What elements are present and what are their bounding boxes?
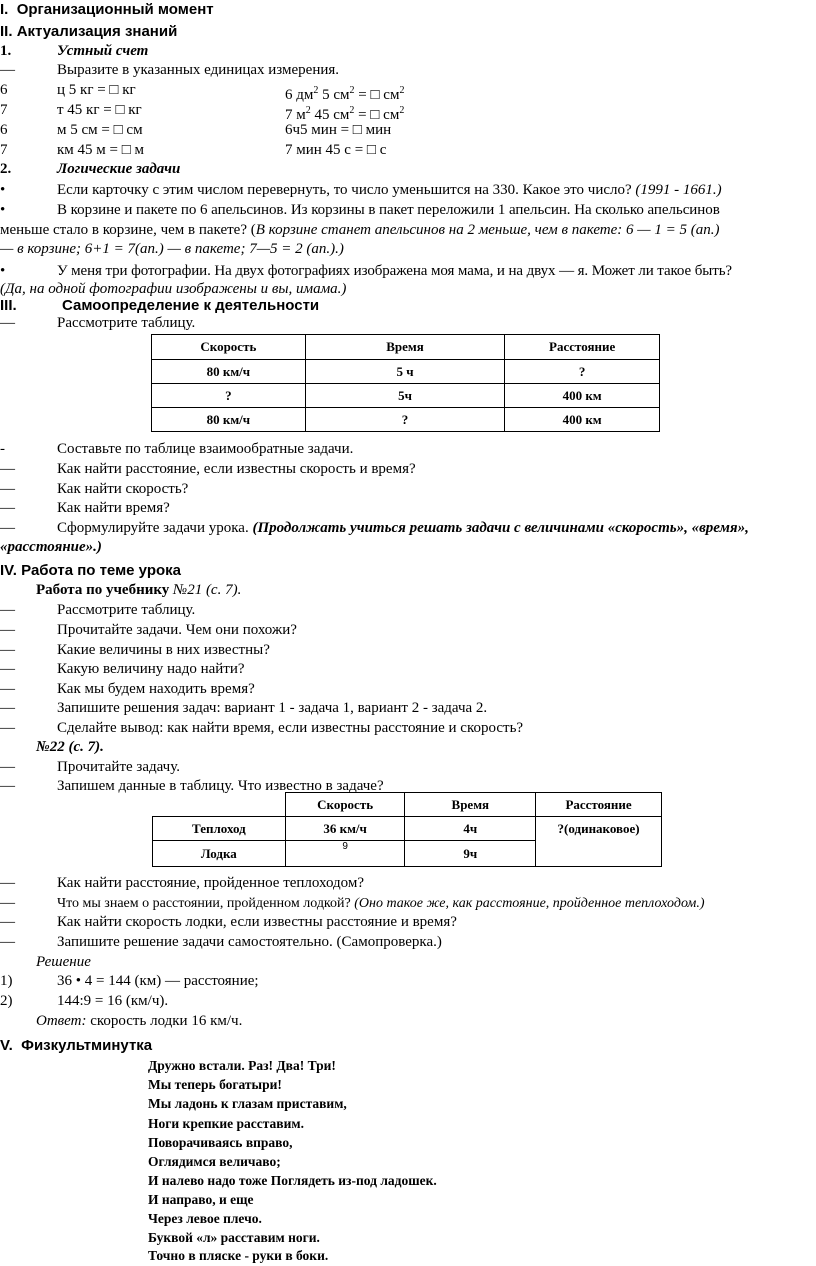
textbook-ref-label: Работа по учебнику [36,582,170,598]
poem-line: Ноги крепкие расставим. [148,1116,304,1131]
table-cell: ? [505,360,660,384]
after2-line3: Как найти скорость лодки, если известны расстояние и время? [57,914,457,930]
after1-line6: «расстояние».) [0,539,102,555]
logic-a1: (1991 - 1661.) [635,182,722,198]
logic-q2-text: меньше стало в корзине, чем в пакете? [0,222,247,238]
dash-marker: — [0,681,15,697]
poem-line: Буквой «л» расставим ноги. [148,1230,320,1245]
logic-a2-answer: В корзине станет апельсинов на 2 меньше, чем в пакете: 6 — 1 = 5 (ап.) [255,222,720,238]
dash-marker: — [0,602,15,618]
section-5-heading [0,1036,152,1055]
work-item: Рассмотрите таблицу. [57,602,196,618]
dash-marker: — [0,642,15,658]
oral-row-left: км 45 м = □ м [57,142,145,158]
table-header-row [153,793,662,817]
dash-marker: — [0,315,15,331]
poem-line: И налево надо тоже Поглядеть из-под ладошек. [148,1173,437,1188]
section-2-num: II. [0,23,13,40]
dash-marker: — [0,914,15,930]
poem-line: Мы ладонь к глазам приставим, [148,1096,347,1111]
table-cell: 80 км/ч [152,360,306,384]
table-cell: 36 км/ч [285,817,405,841]
section-1-heading [0,0,214,19]
oral-row-left: ц 5 кг = □ кг [57,82,136,98]
oral-row-sup: 2 [305,105,311,116]
lesson-goal-prompt: Сформулируйте задачи урока. [57,520,249,536]
after1-line4: Как найти время? [57,500,170,516]
table-header-row [152,335,660,360]
oral-row-right-c: = □ см [354,107,400,123]
dash-marker: — [0,700,15,716]
section-5-num: V. [0,1037,13,1054]
oral-row-right-b: 45 см [310,107,350,123]
after1-line1: Составьте по таблице взаимообратные задачи. [57,441,354,457]
answer-text: скорость лодки 16 км/ч. [90,1013,243,1029]
task-22-ref: №22 (с. 7). [36,739,104,755]
work-item: Сделайте вывод: как найти время, если известны расстояние и скорость? [57,720,524,736]
table-header-cell: Скорость [152,335,306,360]
section-3-title: Самоопределение к деятельности [62,297,320,314]
poem-line: Мы теперь богатыри! [148,1077,282,1092]
table-cell: ?(одинаковое) [536,817,662,867]
table-cell: 5 ч [305,360,505,384]
table-cell: 400 км [505,408,660,432]
solution-step: 36 • 4 = 144 (км) — расстояние; [57,973,259,989]
subsection-2-num: 2. [0,161,12,177]
logic-q2-line1: В корзине и пакете по 6 апельсинов. Из корзины в пакет переложили 1 апельсин. На сколько апельсинов [57,202,720,218]
oral-row-sup: 2 [349,105,355,116]
work-item: Прочитайте задачи. Чем они похожи? [57,622,297,638]
oral-row-num: 6 [0,82,8,98]
dash-marker: — [0,934,15,950]
table-row [152,360,660,384]
table-row [152,408,660,432]
after1-line5 [57,519,749,538]
subsection-1-num: 1. [0,43,12,59]
table-cell: ? [152,384,306,408]
table-header-cell: Время [405,793,536,817]
lesson-goal-answer: (Продолжать учиться решать задачи с величинами «скорость», «время», [252,520,749,536]
logic-q3: У меня три фотографии. На двух фотографиях изображена моя мама, и на двух — я. Может ли такое быть? [57,263,732,279]
poem-line: Точно в пляске - руки в боки. [148,1248,329,1263]
logic-q2-line2 [0,221,720,240]
oral-row-left: т 45 кг = □ кг [57,102,142,118]
logic-a2-paren: ( [250,222,256,238]
solution-step: 144:9 = 16 (км/ч). [57,993,169,1009]
oral-row-right: 7 мин 45 с = □ с [285,142,387,158]
section-3-num: III. [0,297,17,314]
subsection-2-title: Логические задачи [57,161,181,177]
section-1-title: Организационный момент [16,1,214,18]
work-item: Запишем данные в таблицу. Что известно в задаче? [57,778,384,794]
section-4-num: IV. [0,562,17,579]
work-item: Какую величину надо найти? [57,661,245,677]
logic-q1-text: Если карточку с этим числом перевернуть, то число уменьшится на 330. Какое это число? [57,182,632,198]
bullet: • [0,202,6,218]
step-num: 2) [0,993,13,1009]
section-5-title: Физкультминутка [21,1037,153,1054]
table-header-cell: Скорость [285,793,405,817]
table-cell: 400 км [505,384,660,408]
dash-marker: — [0,520,15,536]
answer-line [36,1012,242,1031]
work-item: Запишите решения задач: вариант 1 - задача 1, вариант 2 - задача 2. [57,700,488,716]
after2-line1: Как найти расстояние, пройденное теплоходом? [57,875,365,891]
after2-line4: Запишите решение задачи самостоятельно. (Самопроверка.) [57,934,442,950]
table-cell: Теплоход [153,817,286,841]
dash-marker: — [0,622,15,638]
poem-line: Через левое плечо. [148,1211,262,1226]
oral-row-right-a: 6 дм [285,87,314,103]
oral-row-right-b: 5 см [318,87,350,103]
after1-line3: Как найти скорость? [57,481,189,497]
table-cell: ? [305,408,505,432]
after2-answer: (Оно такое же, как расстояние, пройденное теплоходом.) [354,896,705,911]
table-header-cell: Время [305,335,505,360]
textbook-ref-num: №21 (с. 7). [173,582,242,598]
dash-marker: — [0,500,15,516]
subsection-1-title: Устный счет [57,43,149,59]
oral-row-right-c: = □ см [354,87,400,103]
oral-row-sup: 2 [399,85,405,96]
table-row [153,817,662,841]
bullet: • [0,182,6,198]
section-4-heading [0,561,181,580]
solution-title: Решение [36,954,91,970]
poem-line: Поворачиваясь вправо, [148,1135,293,1150]
speed-table [151,334,660,432]
textbook-ref [36,581,241,600]
table-header-cell [153,793,286,817]
dash-marker: — [0,481,15,497]
oral-row-right: 6ч5 мин = □ мин [285,122,392,138]
dash-marker: — [0,661,15,677]
table-cell: Лодка [153,841,286,867]
hyphen-marker: - [0,441,5,457]
table-row [152,384,660,408]
work-item: Как мы будем находить время? [57,681,255,697]
section-2-heading [0,22,177,41]
oral-row-sup: 2 [399,105,405,116]
bullet: • [0,263,6,279]
dash-marker: — [0,895,15,911]
dash-marker: — [0,875,15,891]
section-2-title: Актуализация знаний [16,23,178,40]
after2-question: Что мы знаем о расстоянии, пройденном лодкой? [57,896,351,911]
oral-intro: Выразите в указанных единицах измерения. [57,62,340,78]
answer-label: Ответ: [36,1013,87,1029]
logic-q1 [57,181,722,200]
poem-line: Дружно встали. Раз! Два! Три! [148,1058,336,1073]
table-header-cell: Расстояние [505,335,660,360]
step-num: 1) [0,973,13,989]
dash-marker: — [0,461,15,477]
poem-line: Оглядимся величаво; [148,1154,281,1169]
oral-row-sup: 2 [313,85,319,96]
after1-line2: Как найти расстояние, если известны скорость и время? [57,461,416,477]
section-4-title: Работа по теме урока [21,562,182,579]
oral-row-num: 7 [0,142,8,158]
work-item: Прочитайте задачу. [57,759,180,775]
table-header-cell: Расстояние [536,793,662,817]
dash-marker: — [0,720,15,736]
oral-row-num: 6 [0,122,8,138]
logic-a3: (Да, на одной фотографии изображены и вы, имама.) [0,281,347,297]
dash-marker: — [0,759,15,775]
after2-line2 [57,894,705,913]
oral-row-right-a: 7 м [285,107,306,123]
self-intro: Рассмотрите таблицу. [57,315,196,331]
work-item: Какие величины в них известны? [57,642,270,658]
boats-table [152,792,662,867]
table-cell: 9 [285,841,405,867]
oral-row-num: 7 [0,102,8,118]
table-cell: 5ч [305,384,505,408]
dash-marker: — [0,778,15,794]
table-cell: 9ч [405,841,536,867]
table-cell: 80 км/ч [152,408,306,432]
poem-line: И направо, и еще [148,1192,254,1207]
oral-row-sup: 2 [349,85,355,96]
dash-marker: — [0,62,15,78]
section-1-num: I. [0,1,9,18]
logic-a2-line3: — в корзине; 6+1 = 7(ап.) — в пакете; 7—5 = 2 (ап.).) [0,241,344,257]
table-cell: 4ч [405,817,536,841]
oral-row-left: м 5 см = □ см [57,122,143,138]
